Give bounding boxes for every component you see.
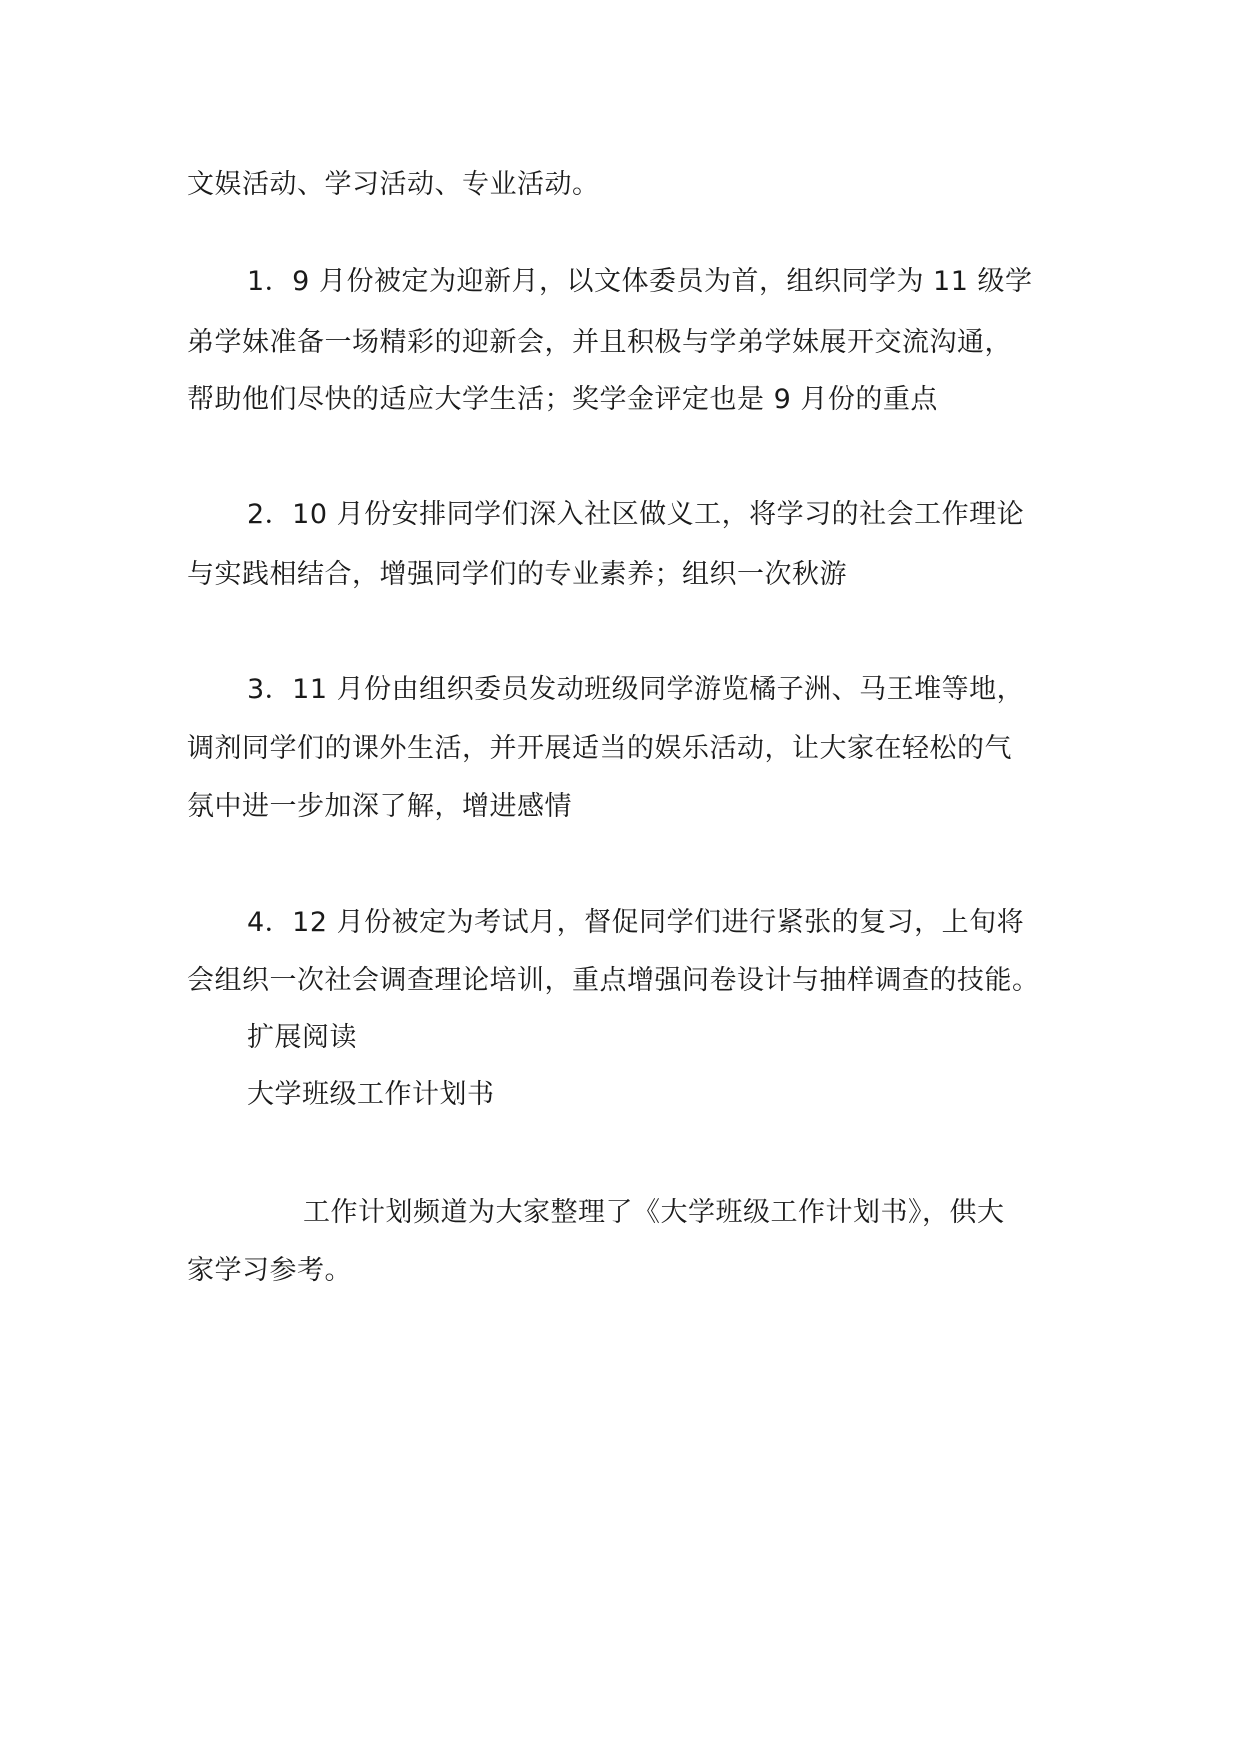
item-3-line-1: 3．11 月份由组织委员发动班级同学游览橘子洲、马王堆等地， (247, 674, 1025, 705)
item-2-line-1: 2．10 月份安排同学们深入社区做义工，将学习的社会工作理论 (247, 499, 1025, 530)
intro-line: 文娱活动、学习活动、专业活动。 (187, 169, 600, 200)
closing-line-1: 工作计划频道为大家整理了《大学班级工作计划书》，供大 (303, 1197, 1005, 1228)
extended-reading-label: 扩展阅读 (247, 1022, 357, 1053)
item-2-line-2: 与实践相结合，增强同学们的专业素养；组织一次秋游 (187, 559, 847, 590)
item-1-line-2: 弟学妹准备一场精彩的迎新会，并且积极与学弟学妹展开交流沟通， (187, 327, 1012, 358)
item-4-line-1: 4．12 月份被定为考试月，督促同学们进行紧张的复习，上旬将 (247, 907, 1025, 938)
item-4-line-2: 会组织一次社会调查理论培训，重点增强问卷设计与抽样调查的技能。 (187, 965, 1040, 996)
item-3-line-3: 氛中进一步加深了解，增进感情 (187, 791, 572, 822)
item-1-line-3: 帮助他们尽快的适应大学生活；奖学金评定也是 9 月份的重点 (187, 384, 938, 415)
item-3-line-2: 调剂同学们的课外生活，并开展适当的娱乐活动，让大家在轻松的气 (187, 733, 1012, 764)
extended-title: 大学班级工作计划书 (247, 1079, 495, 1110)
item-1-line-1: 1．9 月份被定为迎新月，以文体委员为首，组织同学为 11 级学 (247, 266, 1033, 297)
closing-line-2: 家学习参考。 (187, 1255, 352, 1286)
